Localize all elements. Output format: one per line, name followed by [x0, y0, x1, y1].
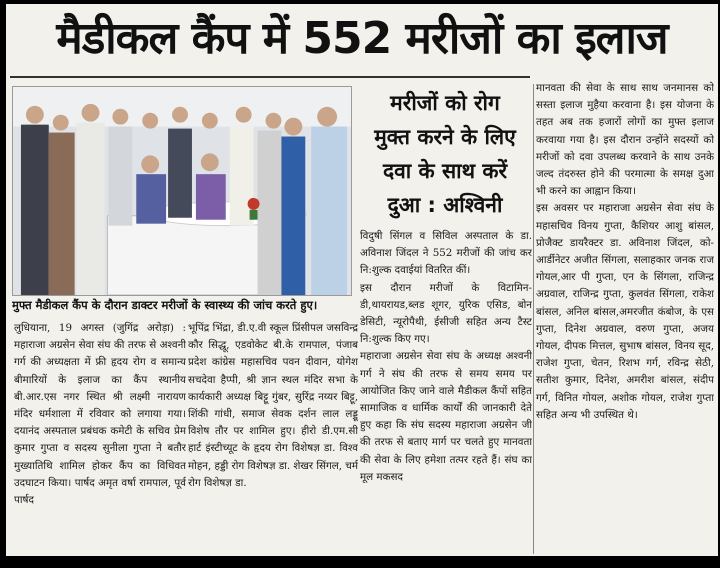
subhead-line: मरीजों को रोग	[390, 91, 500, 115]
news-photo	[12, 86, 352, 296]
paragraph: भूपिंद्र भिंद्रा, डी.ए.वी स्कूल प्रिंसीपल जसविन्द्र कौर सिद्धू, एडवोकेट बी.के रामपाल, पंजाब प्रदेश कांग्रेस महासचिव पवन दीवान, योगेश सचदेवा हैप्पी, श्री ज्ञान स्थल मंदिर सभा के कार्यकारी अध्यक्ष बिट्टू गुंबर, सुरिंद्र नय्यर बिट्टू, शिंकी गांधी, समाज सेवक दर्शन लाल लड्डू विशेष तौर पर शामिल हुए। हीरो डी.एम.सी हार्ट इंस्टीच्यूट के हृदय रोग विशेषज्ञ डा. विश्व मोहन, हड्डी रोग विशेषज्ञ डा. शेखर सिंगल, चर्म रोग विशेषज्ञ डा.	[188, 322, 358, 489]
paragraph: इस दौरान मरीजों के विटामिन-डी,थायरायड,ब्लड शूगर, युरिक एसिड, बोन डेसिटी, न्यूरोपैथी, ईसीजी सहित अन्य टैस्ट नि:शुल्क किए गए।	[360, 281, 532, 346]
article-column-1	[14, 320, 186, 556]
subhead-line: मुक्त करने के लिए	[374, 125, 516, 149]
article-column-3	[360, 228, 532, 556]
column-divider	[533, 84, 534, 554]
article-column-2	[188, 320, 358, 556]
headline: मैडीकल कैंप में 552 मरीजों का इलाज	[56, 13, 668, 64]
paragraph: विदुषी सिंगल व सिविल अस्पताल के डा. अविनाश जिंदल ने 552 मरीजों की जांच कर नि:शुल्क दवाईयां वितरित कीं।	[360, 230, 532, 277]
newspaper-clipping	[6, 4, 718, 556]
subhead-line: दवा के साथ करें	[382, 159, 508, 183]
subhead-line: दुआ : अश्विनी	[387, 193, 503, 217]
paragraph: इस अवसर पर महाराजा अग्रसेन सेवा संघ के महासचिव विनय गुप्ता, कैशियर आशु बांसल, प्रोजैक्ट डायरैक्टर डा. अविनाश जिंदल, को-आर्डीनेटर अजीत सिंगला, सलाहकार जनक राज गोयल,आर पी गुप्ता, एन के सिंगला, राजिन्द्र अग्रवाल, राजिन्द्र गुप्ता, कुलवंत सिंगला, राकेश बांसल, अनिल बांसल,अमरजीत कंबोज, के एस गुप्ता, दिनेश अग्रवाल, वरुण गुप्ता, अजय गोयल, दीपक मित्तल, सुभाष बांसल, विनय सूद, राजेश गुप्ता, चेतन, रिशभ गर्ग, रविन्द्र सेठी, सतीश कुमार, दिनेश, अमरीश बांसल, संदीप गर्ग, विनित गोयल, अशोक गोयल, राजेश गुप्ता सहित अन्य भी उपस्थित थे।	[536, 202, 714, 421]
headline-rule	[10, 76, 530, 78]
photo-illustration	[13, 87, 351, 295]
paragraph: मानवता की सेवा के साथ साथ जनमानस को सस्ता इलाज मुहैया करवाना है। इस योजना के तहत अब तक हजारों लोगों का मुफ्त इलाज करवाया गया है। इस दौरान उन्होंने सदस्यों को मरीजों को दवा उपलब्ध करवाने के साथ उनके जल्द तंदरुस्त होने की परमात्मा के समक्ष दुआ भी करने का आह्वान किया।	[536, 82, 714, 198]
paragraph: लुधियाना, 19 अगस्त (जुगिंद्र अरोड़ा) : महाराजा अग्रसेन सेवा संघ की तरफ से अश्वनी गर्ग की अध्यक्षता में फ्री हृदय रोग व समान्य बीमारियों के इलाज का कैंप स्थानीय बी.आर.एस नगर स्थित श्री लक्ष्मी नारायण मंदिर धर्मशाला में रविवार को लगाया गया। दयानंद अस्पताल प्रबंधक कमेटी के सचिव प्रेम कुमार गुप्ता व सदस्य सुनीला गुप्ता ने बतौर मुख्यातिथि शामिल होकर कैंप का विधिवत उदघाटन किया। पार्षद अमृत वर्षा रामपाल, पूर्व पार्षद	[14, 322, 186, 507]
paragraph: महाराजा अग्रसेन सेवा संघ के अध्यक्ष अश्वनी गर्ग ने संघ की तरफ से समय समय पर आयोजित किए जाने वाले मैडीकल कैंपों सहित सामाजिक व धार्मिक कार्यों की जानकारी देते हुए कहा कि संघ सदस्य महाराजा अग्रसेन जी की तरफ से बताए मार्ग पर चलते हुए मानवता की सेवा के लिए हमेशा तत्पर रहते हैं। संघ का मूल मकसद	[360, 350, 532, 483]
subheadline	[360, 86, 530, 226]
photo-caption: मुफ्त मैडीकल कैंप के दौरान डाक्टर मरीजों के स्वास्थ्य की जांच करते हुए।	[12, 298, 318, 312]
article-column-4	[536, 80, 714, 556]
